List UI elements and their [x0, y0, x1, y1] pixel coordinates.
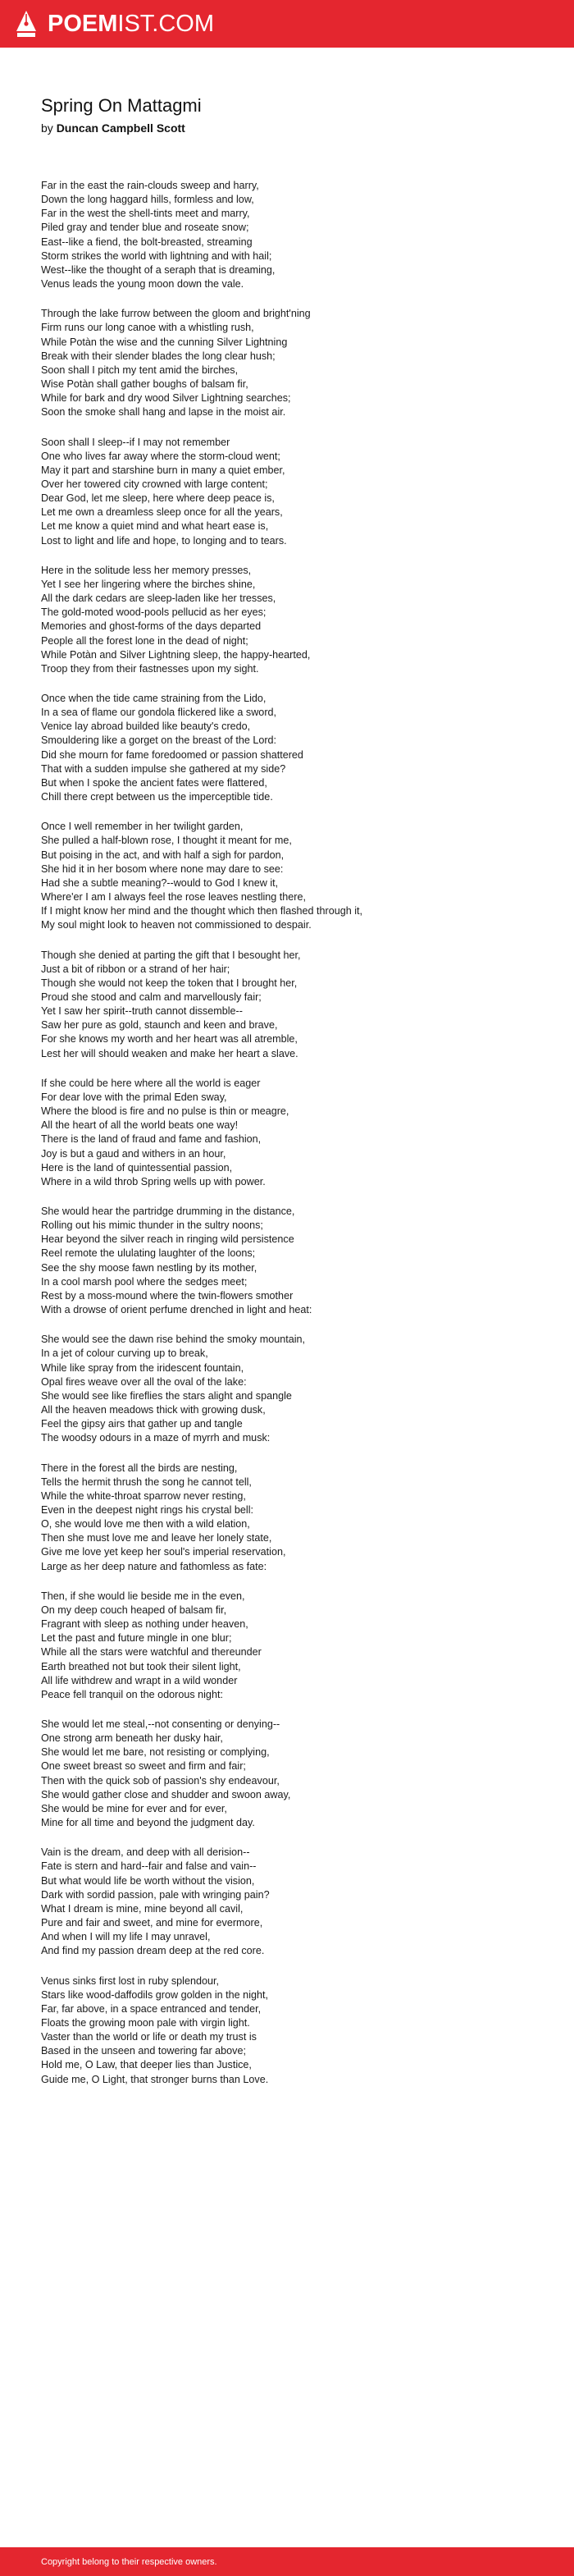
poem-line: O, she would love me then with a wild elation, [41, 1518, 250, 1531]
poem-line: Chill there crept between us the imperceptible tide. [41, 791, 273, 803]
pen-nib-icon [15, 10, 38, 38]
poem-line: Far, far above, in a space entranced and tender, [41, 2002, 262, 2015]
poem-line: But what would life be worth without the vision, [41, 1874, 255, 1887]
poem-line: Did she mourn for fame foredoomed or passion shattered [41, 748, 303, 761]
poem-line: Had she a subtle meaning?--would to God I knew it, [41, 876, 279, 889]
poem-line: One strong arm beneath her dusky hair, [41, 1732, 223, 1745]
poem-line: One who lives far away where the storm-cloud went; [41, 450, 280, 462]
poem-line: Joy is but a gaud and withers in an hour, [41, 1147, 226, 1160]
poem-line: Where'er I am I always feel the rose leaves nestling there, [41, 891, 306, 904]
poem-line: Fate is stern and hard--fair and false and vain-- [41, 1860, 257, 1873]
poem-title: Spring On Mattagmi [41, 95, 202, 116]
poem-line: She would hear the partridge drumming in the distance, [41, 1206, 295, 1217]
stanza [41, 436, 558, 548]
poem-line: But when I spoke the ancient fates were flattered, [41, 776, 267, 789]
poem-line: While for bark and dry wood Silver Lightning searches; [41, 392, 291, 405]
poem-line: She would see the dawn rise behind the smoky mountain, [41, 1334, 306, 1346]
poem-line: Hear beyond the silver reach in ringing wild persistence [41, 1233, 294, 1246]
poem-line: There in the forest all the birds are nesting, [41, 1462, 238, 1474]
poem-line: One sweet breast so sweet and firm and fair; [41, 1760, 246, 1773]
poem-line: For she knows my worth and her heart was all atremble, [41, 1033, 298, 1045]
poem-line: But poising in the act, and with half a sigh for pardon, [41, 849, 285, 861]
poem-line: Soon shall I sleep--if I may not remember [41, 436, 230, 448]
stanza [41, 1846, 558, 1958]
stanza [41, 1974, 558, 2087]
poem-line: Even in the deepest night rings his crystal bell: [41, 1503, 254, 1516]
poem-line: Opal fires weave over all the oval of the lake: [41, 1375, 247, 1388]
stanza [41, 692, 558, 804]
poem-line: Peace fell tranquil on the odorous night: [41, 1688, 223, 1700]
poem-line: Pure and fair and sweet, and mine for evermore, [41, 1917, 263, 1929]
poem-line: She would let me bare, not resisting or complying, [41, 1746, 270, 1759]
poem-line: That with a sudden impulse she gathered at my side? [41, 762, 286, 775]
poem-line: Let the past and future mingle in one blur; [41, 1632, 232, 1645]
poem-line: Hold me, O Law, that deeper lies than Justice, [41, 2059, 252, 2071]
poem-line: Smouldering like a gorget on the breast of the Lord: [41, 734, 277, 747]
poem-line: Though she would not keep the token that I brought her, [41, 977, 298, 989]
poem-line: Venus leads the young moon down the vale. [41, 278, 244, 291]
poem-line: Let me own a dreamless sleep once for all the years, [41, 506, 283, 519]
poem-line: Here is the land of quintessential passion, [41, 1161, 233, 1174]
poem-line: Earth breathed not but took their silent light, [41, 1660, 241, 1672]
poem-line: In a sea of flame our gondola flickered like a sword, [41, 707, 277, 719]
poem-line: Reel remote the ululating laughter of the loons; [41, 1247, 256, 1260]
poem-line: Where the blood is fire and no pulse is thin or meagre, [41, 1105, 289, 1118]
poem-line: If she could be here where all the world is eager [41, 1077, 261, 1089]
site-header [0, 0, 574, 48]
poem-line: Then with the quick sob of passion's shy endeavour, [41, 1774, 280, 1787]
poem-line: Over her towered city crowned with large content; [41, 478, 268, 490]
poem-line: While the white-throat sparrow never resting, [41, 1489, 246, 1502]
poem-line: People all the forest lone in the dead of night; [41, 634, 248, 647]
poem-line: If I might know her mind and the thought which then flashed through it, [41, 905, 363, 917]
stanza [41, 949, 558, 1061]
poem-line: Mine for all time and beyond the judgment day. [41, 1817, 255, 1829]
poem-line: While Potàn and Silver Lightning sleep, the happy-hearted, [41, 648, 311, 661]
poem-line: She would be mine for ever and for ever, [41, 1802, 227, 1814]
stanza [41, 1718, 558, 1830]
author-link[interactable]: Duncan Campbell Scott [56, 121, 185, 135]
poem-line: She pulled a half-blown rose, I thought it meant for me, [41, 835, 292, 847]
poem-line: She would let me steal,--not consenting or denying-- [41, 1718, 280, 1730]
poem-line: Just a bit of ribbon or a strand of her hair; [41, 963, 230, 975]
poem-line: Then, if she would lie beside me in the even, [41, 1590, 245, 1602]
poem-line: Feel the gipsy airs that gather up and tangle [41, 1418, 243, 1430]
poem-line: Vain is the dream, and deep with all derision-- [41, 1846, 250, 1859]
stanza [41, 564, 558, 676]
poem-line: Once when the tide came straining from the Lido, [41, 693, 266, 704]
poem-body [41, 179, 558, 2102]
poem-line: With a drowse of orient perfume drenched in light and heat: [41, 1304, 312, 1316]
poem-line: And find my passion dream deep at the red core. [41, 1945, 265, 1957]
poem-line: Where in a wild throb Spring wells up with power. [41, 1175, 266, 1187]
poem-line: The gold-moted wood-pools pellucid as her eyes; [41, 606, 266, 619]
poem-line: She hid it in her bosom where none may dare to see: [41, 862, 284, 875]
byline [41, 121, 185, 135]
stanza [41, 1333, 558, 1445]
copyright-notice: Copyright belong to their respective owners. [41, 2557, 217, 2567]
poem-line: Give me love yet keep her soul's imperial reservation, [41, 1546, 286, 1558]
poem-line: She would see like fireflies the stars alight and spangle [41, 1389, 292, 1402]
poem-line: Let me know a quiet mind and what heart ease is, [41, 520, 269, 533]
site-logo-link[interactable] [48, 11, 214, 37]
poem-line: May it part and starshine burn in many a quiet ember, [41, 464, 285, 476]
poem-line: While all the stars were watchful and thereunder [41, 1646, 262, 1659]
poem-line: East--like a fiend, the bolt-breasted, streaming [41, 236, 253, 248]
poem-line: Large as her deep nature and fathomless as fate: [41, 1560, 267, 1572]
poem-line: Venice lay abroad builded like beauty's credo, [41, 721, 251, 733]
poem-line: On my deep couch heaped of balsam fir, [41, 1604, 227, 1616]
poem-line: Venus sinks first lost in ruby splendour, [41, 1974, 220, 1987]
poem-line: Far in the west the shell-tints meet and marry, [41, 208, 250, 220]
stanza [41, 1462, 558, 1574]
poem-line: Soon the smoke shall hang and lapse in the moist air. [41, 406, 286, 419]
poem-line: And when I will my life I may unravel, [41, 1931, 211, 1943]
byline-prefix: by [41, 121, 57, 135]
poem-line: Floats the growing moon pale with virgin light. [41, 2016, 250, 2029]
poem-line: Once I well remember in her twilight garden, [41, 821, 244, 833]
poem-line: While Potàn the wise and the cunning Silver Lightning [41, 336, 288, 348]
poem-line: Tells the hermit thrush the song he cannot tell, [41, 1476, 252, 1488]
poem-line: Rolling out his mimic thunder in the sultry noons; [41, 1219, 263, 1232]
poem-line: Saw her pure as gold, staunch and keen and brave, [41, 1019, 278, 1032]
poem-line: My soul might look to heaven not commissioned to despair. [41, 919, 312, 931]
poem-line: Yet I saw her spirit--truth cannot dissemble-- [41, 1005, 243, 1018]
poem-line: She would gather close and shudder and swoon away, [41, 1788, 291, 1800]
poem-line: In a jet of colour curving up to break, [41, 1347, 208, 1360]
poem-line: Firm runs our long canoe with a whistling rush, [41, 322, 254, 334]
poem-line: Far in the east the rain-clouds sweep and harry, [41, 180, 259, 191]
stanza [41, 1590, 558, 1702]
poem-line: While like spray from the iridescent fountain, [41, 1361, 244, 1374]
poem-line: All the dark cedars are sleep-laden like her tresses, [41, 593, 276, 605]
stanza [41, 1205, 558, 1317]
poem-line: West--like the thought of a seraph that is dreaming, [41, 263, 276, 276]
poem-line: Yet I see her lingering where the birches shine, [41, 578, 256, 590]
poem-line: What I dream is mine, mine beyond all cavil, [41, 1902, 244, 1915]
poem-line: For dear love with the primal Eden sway, [41, 1091, 227, 1103]
poem-line: Fragrant with sleep as nothing under heaven, [41, 1618, 248, 1631]
poem-line: Though she denied at parting the gift that I besought her, [41, 949, 301, 961]
site-footer [0, 2547, 574, 2576]
poem-line: Rest by a moss-mound where the twin-flowers smother [41, 1289, 294, 1302]
poem-line: Lest her will should weaken and make her heart a slave. [41, 1047, 298, 1059]
poem-line: All life withdrew and wrapt in a wild wonder [41, 1674, 238, 1686]
poem-line: Through the lake furrow between the gloom and bright'ning [41, 308, 311, 320]
poem-line: Guide me, O Light, that stronger burns than Love. [41, 2073, 269, 2085]
poem-line: Stars like wood-daffodils grow golden in the night, [41, 1988, 268, 2001]
poem-line: Vaster than the world or life or death my trust is [41, 2031, 257, 2043]
poem-line: Lost to light and life and hope, to longing and to tears. [41, 534, 287, 547]
poem-line: Storm strikes the world with lightning and with hail; [41, 249, 272, 262]
poem-line: Troop they from their fastnesses upon my sight. [41, 662, 259, 675]
poem-line: All the heart of all the world beats one way! [41, 1119, 239, 1132]
stanza [41, 1077, 558, 1189]
poem-line: Proud she stood and calm and marvellously fair; [41, 991, 262, 1003]
stanza [41, 179, 558, 291]
logo-text-strong: POEM [48, 11, 118, 37]
poem-line: In a cool marsh pool where the sedges meet; [41, 1275, 248, 1288]
poem-line: Here in the solitude less her memory presses, [41, 564, 252, 576]
poem-line: Dark with sordid passion, pale with wringing pain? [41, 1888, 270, 1901]
poem-line: See the shy moose fawn nestling by its mother, [41, 1261, 257, 1274]
poem-line: Memories and ghost-forms of the days departed [41, 620, 262, 633]
poem-line: Dear God, let me sleep, here where deep peace is, [41, 492, 275, 505]
poem-line: There is the land of fraud and fame and fashion, [41, 1133, 262, 1146]
poem-line: Based in the unseen and towering far above; [41, 2045, 246, 2057]
poem-line: Break with their slender blades the long clear hush; [41, 350, 276, 362]
poem-line: Then she must love me and leave her lonely state, [41, 1532, 272, 1544]
poem-line: Wise Potàn shall gather boughs of balsam fir, [41, 378, 248, 391]
poem-line: Down the long haggard hills, formless and low, [41, 194, 254, 206]
poem-line: All the heaven meadows thick with growing dusk, [41, 1404, 266, 1416]
poem-line: The woodsy odours in a maze of myrrh and musk: [41, 1432, 271, 1444]
logo-text-light: IST.COM [117, 11, 215, 37]
stanza [41, 820, 558, 932]
poem-line: Soon shall I pitch my tent amid the birches, [41, 364, 239, 376]
stanza [41, 307, 558, 419]
poem-line: Piled gray and tender blue and roseate snow; [41, 222, 249, 234]
